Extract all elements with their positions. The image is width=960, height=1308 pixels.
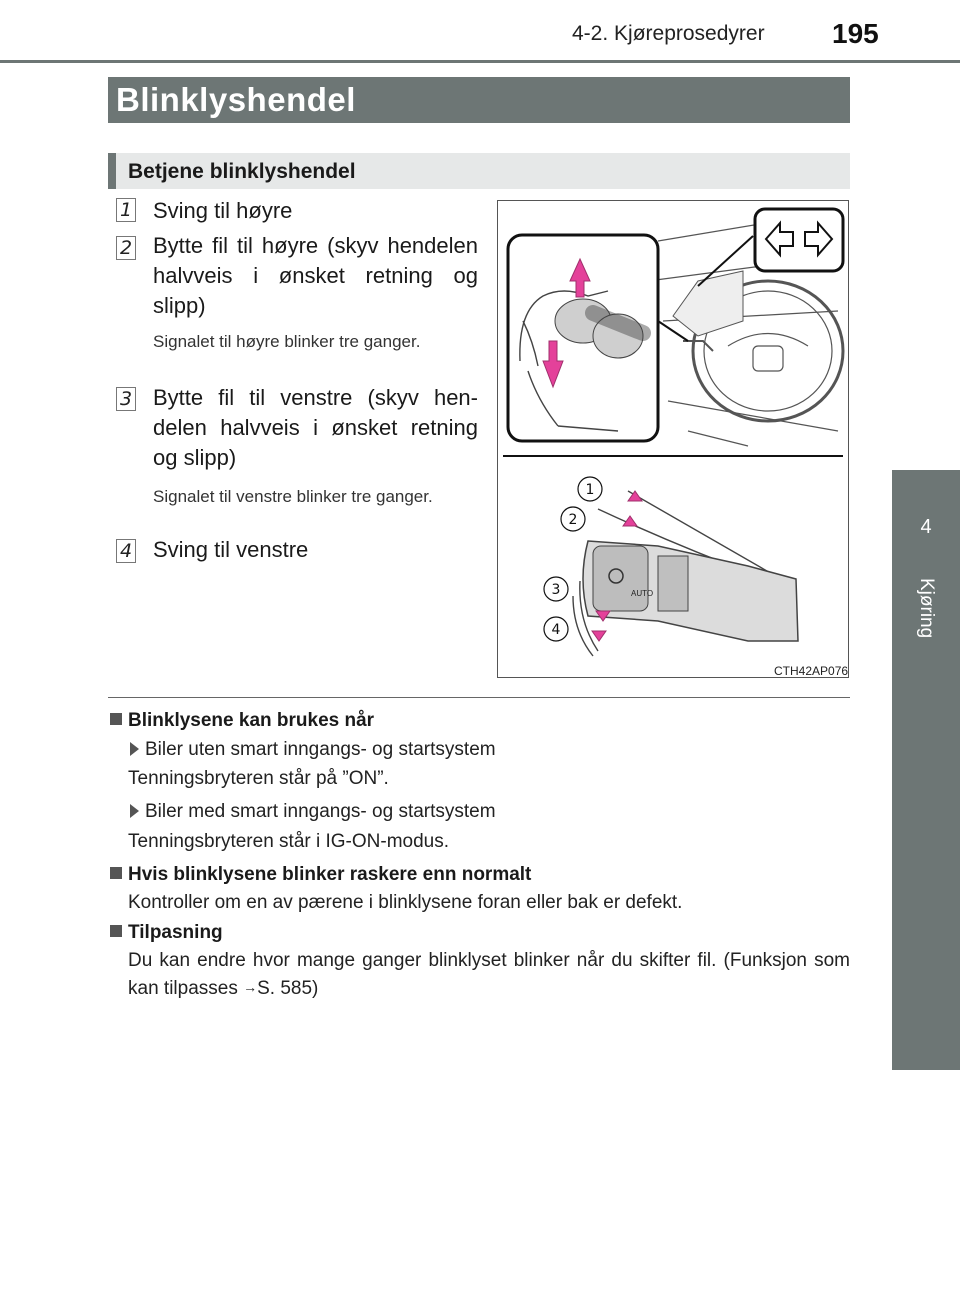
callout-1: 1: [585, 482, 595, 498]
note-bullet-2: Biler med smart inngangs- og startsystem: [130, 801, 496, 823]
note-text-1a: Tenningsbryteren står på ”ON”.: [128, 768, 389, 789]
square-bullet-icon: [110, 867, 122, 879]
lever-auto-label: AUTO: [631, 589, 654, 598]
item-number-2: 2: [116, 236, 136, 260]
chapter-side-tab: [892, 470, 960, 1070]
item-text-3: Bytte fil til venstre (skyv hendelen halvveis i ønsket retning og slipp): [153, 385, 478, 470]
square-bullet-icon: [110, 713, 122, 725]
figure-divider: [503, 455, 843, 457]
item-text-4: Sving til venstre: [153, 537, 309, 562]
item-number-1: 1: [116, 198, 136, 222]
page-title: Blinklyshendel: [108, 77, 850, 123]
header-rule: [0, 60, 960, 63]
chapter-number: 4: [920, 516, 932, 538]
note-text-3: Du kan endre hvor mange ganger blinklyset blinker når du skifter fil. (Funksjon som kan tilpasses →S. 585): [128, 950, 850, 999]
callout-2: 2: [568, 512, 578, 528]
note-heading-2: Hvis blinklysene blinker raskere enn normalt: [110, 864, 531, 886]
triangle-bullet-icon: [130, 804, 139, 818]
turn-signal-illustration: [498, 201, 848, 677]
page-number: 195: [832, 18, 879, 49]
item-number-4: 4: [116, 539, 136, 563]
section-subtitle: Betjene blinklyshendel: [128, 160, 356, 183]
item-number-3: 3: [116, 387, 136, 411]
ref-arrow-icon: →: [243, 979, 258, 995]
callout-4: 4: [551, 622, 561, 638]
note-text-1b: Tenningsbryteren står i IG-ON-modus.: [128, 831, 450, 852]
item-text-1: Sving til høyre: [153, 198, 293, 223]
illustration-frame: [497, 200, 849, 678]
note-heading-1: Blinklysene kan brukes når: [110, 710, 374, 732]
page-reference-link[interactable]: S. 585): [257, 978, 319, 999]
note-text-2: Kontroller om en av pærene i blinklysene foran eller bak er defekt.: [128, 892, 683, 913]
triangle-bullet-icon: [130, 742, 139, 756]
callout-3: 3: [551, 582, 561, 598]
figure-code: CTH42AP076: [774, 664, 849, 678]
note-heading-3: Tilpasning: [110, 922, 223, 944]
chapter-label: Kjøring: [916, 578, 937, 639]
square-bullet-icon: [110, 925, 122, 937]
note-bullet-1: Biler uten smart inngangs- og startsystem: [130, 739, 496, 761]
item-text-2: Bytte fil til høyre (skyv hendelen halvveis i ønsket retning og slipp): [153, 233, 478, 318]
item-note-2: Signalet til høyre blinker tre ganger.: [153, 332, 421, 351]
item-note-3: Signalet til venstre blinker tre ganger.: [153, 487, 433, 506]
running-header-section: 4-2. Kjøreprosedyrer: [572, 22, 765, 45]
section-rule: [108, 697, 850, 698]
